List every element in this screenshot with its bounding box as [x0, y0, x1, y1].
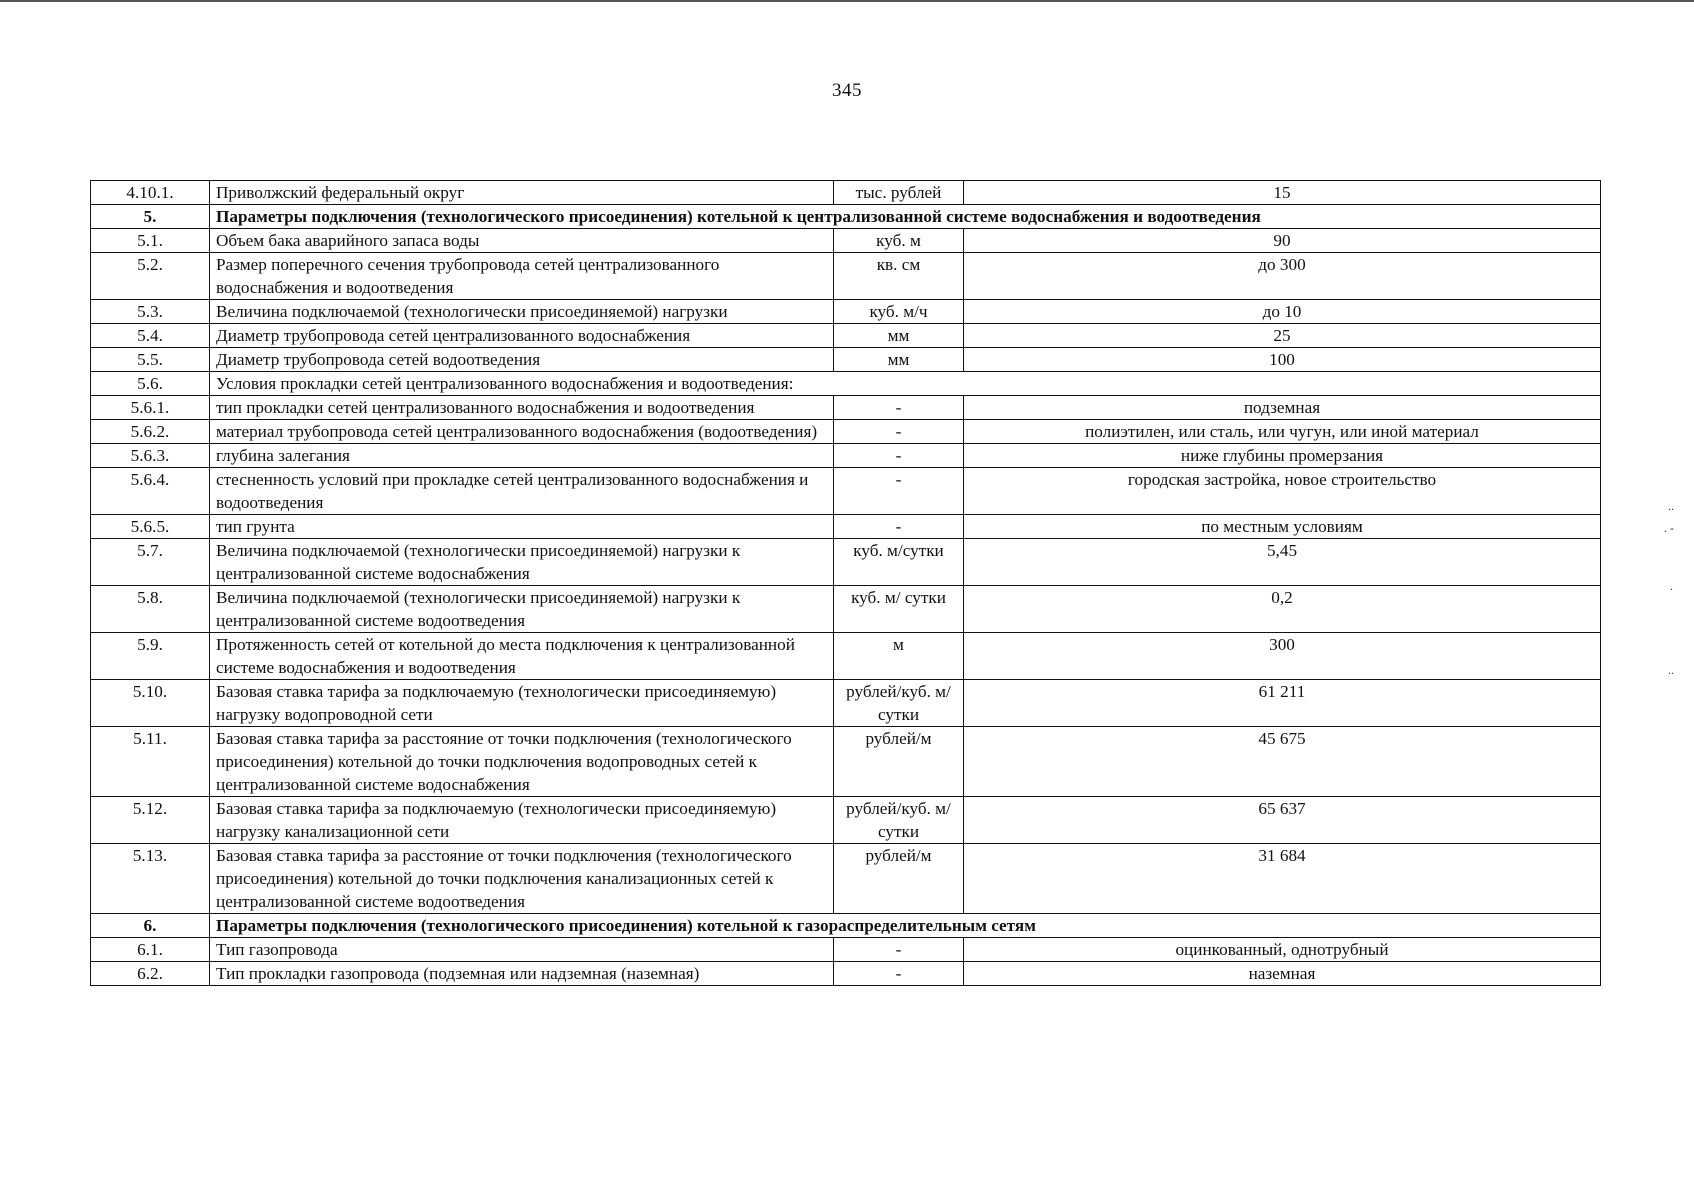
row-number: 5.5.	[91, 348, 210, 372]
row-unit: рублей/м	[834, 844, 964, 914]
table-row	[91, 348, 1601, 372]
row-description: Приволжский федеральный округ	[210, 181, 834, 205]
row-number: 6.2.	[91, 962, 210, 986]
row-number: 5.6.	[91, 372, 210, 396]
table-row	[91, 324, 1601, 348]
row-value: подземная	[964, 396, 1601, 420]
table-row	[91, 962, 1601, 986]
row-description: Величина подключаемой (технологически присоединяемой) нагрузки к централизованной системе водоотведения	[210, 586, 834, 633]
parameters-table	[90, 180, 1601, 986]
row-number: 5.8.	[91, 586, 210, 633]
row-unit: -	[834, 938, 964, 962]
row-value: 45 675	[964, 727, 1601, 797]
row-unit: тыс. рублей	[834, 181, 964, 205]
row-number: 5.13.	[91, 844, 210, 914]
row-description: Объем бака аварийного запаса воды	[210, 229, 834, 253]
row-number: 5.7.	[91, 539, 210, 586]
row-value: 61 211	[964, 680, 1601, 727]
table-row	[91, 633, 1601, 680]
row-number: 5.6.4.	[91, 468, 210, 515]
table-row	[91, 680, 1601, 727]
row-unit: куб. м/сутки	[834, 539, 964, 586]
section-row	[91, 205, 1601, 229]
row-unit: -	[834, 444, 964, 468]
row-unit: куб. м/ сутки	[834, 586, 964, 633]
table-row	[91, 420, 1601, 444]
row-unit: рублей/куб. м/сутки	[834, 797, 964, 844]
row-unit: куб. м/ч	[834, 300, 964, 324]
row-value: 300	[964, 633, 1601, 680]
table-row	[91, 229, 1601, 253]
row-value: до 300	[964, 253, 1601, 300]
row-value: ниже глубины промерзания	[964, 444, 1601, 468]
row-unit: -	[834, 515, 964, 539]
subsection-title: Условия прокладки сетей централизованного водоснабжения и водоотведения:	[210, 372, 1601, 396]
table-row	[91, 938, 1601, 962]
row-value: 65 637	[964, 797, 1601, 844]
row-description: Диаметр трубопровода сетей централизованного водоснабжения	[210, 324, 834, 348]
row-description: Величина подключаемой (технологически присоединяемой) нагрузки к централизованной системе водоснабжения	[210, 539, 834, 586]
row-value: по местным условиям	[964, 515, 1601, 539]
row-value: до 10	[964, 300, 1601, 324]
row-number: 5.10.	[91, 680, 210, 727]
row-number: 6.1.	[91, 938, 210, 962]
table-row	[91, 396, 1601, 420]
row-description: Диаметр трубопровода сетей водоотведения	[210, 348, 834, 372]
row-unit: -	[834, 962, 964, 986]
row-unit: мм	[834, 324, 964, 348]
table-row	[91, 253, 1601, 300]
section-number: 5.	[91, 205, 210, 229]
row-description: материал трубопровода сетей централизованного водоснабжения (водоотведения)	[210, 420, 834, 444]
table-row	[91, 797, 1601, 844]
row-unit: -	[834, 396, 964, 420]
row-number: 5.12.	[91, 797, 210, 844]
page-number: 345	[832, 80, 862, 101]
scan-speck: ..	[1668, 663, 1674, 677]
row-number: 5.6.1.	[91, 396, 210, 420]
row-number: 5.2.	[91, 253, 210, 300]
row-number: 5.9.	[91, 633, 210, 680]
row-number: 5.1.	[91, 229, 210, 253]
row-unit: рублей/м	[834, 727, 964, 797]
row-description: Размер поперечного сечения трубопровода сетей централизованного водоснабжения и водоотведения	[210, 253, 834, 300]
scan-edge-line	[0, 0, 1694, 2]
table-row	[91, 468, 1601, 515]
row-unit: м	[834, 633, 964, 680]
table-row	[91, 444, 1601, 468]
scan-speck: .	[1670, 579, 1673, 593]
row-description: Тип газопровода	[210, 938, 834, 962]
subsection-row	[91, 372, 1601, 396]
row-description: глубина залегания	[210, 444, 834, 468]
row-value: городская застройка, новое строительство	[964, 468, 1601, 515]
row-description: Протяженность сетей от котельной до места подключения к централизованной системе водоснабжения и водоотведения	[210, 633, 834, 680]
row-description: Базовая ставка тарифа за расстояние от точки подключения (технологического присоединения) котельной до точки подключения водопроводных сетей к централизованной системе водоснабжения	[210, 727, 834, 797]
row-description: Базовая ставка тарифа за подключаемую (технологически присоединяемую) нагрузку водопроводной сети	[210, 680, 834, 727]
row-value: полиэтилен, или сталь, или чугун, или иной материал	[964, 420, 1601, 444]
row-unit: кв. см	[834, 253, 964, 300]
row-value: 100	[964, 348, 1601, 372]
scan-speck: ..	[1668, 499, 1674, 513]
row-value: 31 684	[964, 844, 1601, 914]
row-value: 0,2	[964, 586, 1601, 633]
row-number: 5.3.	[91, 300, 210, 324]
row-value: 15	[964, 181, 1601, 205]
table-row	[91, 300, 1601, 324]
table-row	[91, 586, 1601, 633]
scan-speck: . -	[1664, 521, 1674, 535]
section-row	[91, 914, 1601, 938]
row-value: 90	[964, 229, 1601, 253]
row-unit: -	[834, 468, 964, 515]
row-number: 5.6.2.	[91, 420, 210, 444]
row-description: стесненность условий при прокладке сетей централизованного водоснабжения и водоотведения	[210, 468, 834, 515]
row-number: 5.11.	[91, 727, 210, 797]
table-row	[91, 539, 1601, 586]
row-description: Тип прокладки газопровода (подземная или надземная (наземная)	[210, 962, 834, 986]
row-value: оцинкованный, однотрубный	[964, 938, 1601, 962]
row-value: 5,45	[964, 539, 1601, 586]
row-description: Величина подключаемой (технологически присоединяемой) нагрузки	[210, 300, 834, 324]
row-unit: рублей/куб. м/сутки	[834, 680, 964, 727]
table-row	[91, 181, 1601, 205]
row-description: Базовая ставка тарифа за подключаемую (технологически присоединяемую) нагрузку канализационной сети	[210, 797, 834, 844]
row-unit: куб. м	[834, 229, 964, 253]
row-number: 5.4.	[91, 324, 210, 348]
row-description: тип грунта	[210, 515, 834, 539]
table-row	[91, 515, 1601, 539]
section-number: 6.	[91, 914, 210, 938]
row-number: 5.6.5.	[91, 515, 210, 539]
row-unit: мм	[834, 348, 964, 372]
row-unit: -	[834, 420, 964, 444]
table-row	[91, 727, 1601, 797]
section-title: Параметры подключения (технологического присоединения) котельной к централизованной системе водоснабжения и водоотведения	[210, 205, 1601, 229]
row-description: Базовая ставка тарифа за расстояние от точки подключения (технологического присоединения) котельной до точки подключения канализационных сетей к централизованной системе водоотведения	[210, 844, 834, 914]
row-value: наземная	[964, 962, 1601, 986]
section-title: Параметры подключения (технологического присоединения) котельной к газораспределительным сетям	[210, 914, 1601, 938]
row-number: 4.10.1.	[91, 181, 210, 205]
row-description: тип прокладки сетей централизованного водоснабжения и водоотведения	[210, 396, 834, 420]
table-row	[91, 844, 1601, 914]
row-number: 5.6.3.	[91, 444, 210, 468]
row-value: 25	[964, 324, 1601, 348]
